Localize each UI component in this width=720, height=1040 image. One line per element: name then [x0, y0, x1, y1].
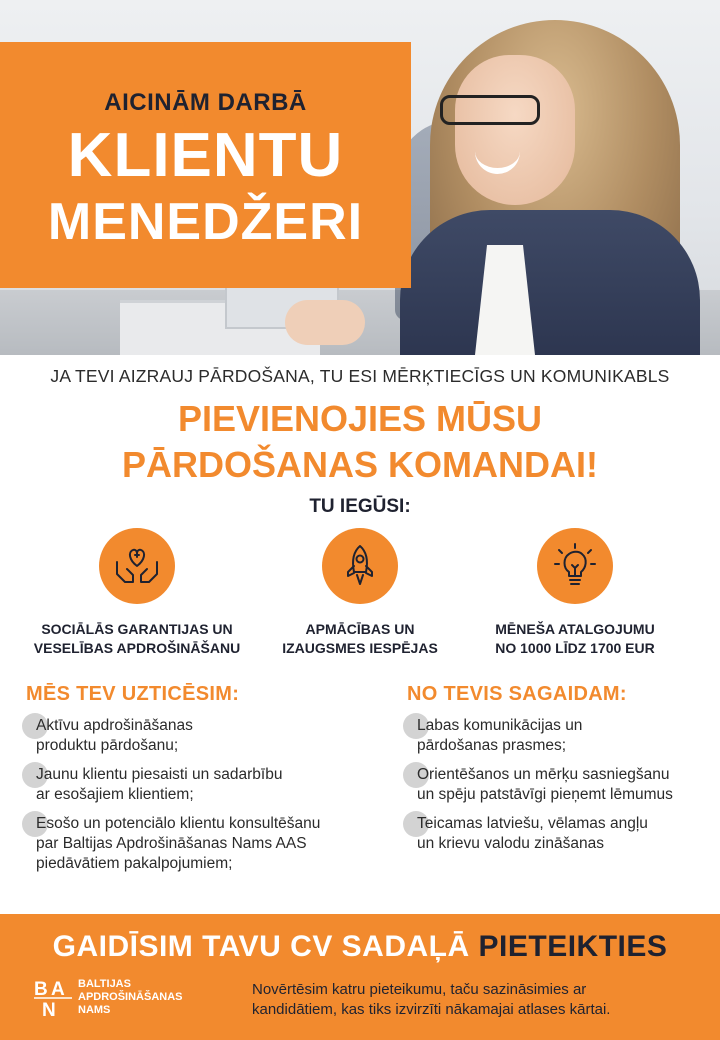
trust-item-3-line-1: Esošo un potenciālo klientu konsultēšanu [36, 815, 321, 832]
list-item [407, 765, 707, 805]
lightbulb-icon [537, 528, 613, 604]
benefit-growth-line-1: APMĀCĪBAS UN [305, 621, 415, 637]
list-item [26, 716, 356, 756]
trust-item-3-line-2: par Baltijas Apdrošināšanas Nams AAS [36, 835, 307, 852]
trust-item-2-line-1: Jaunu klientu piesaisti un sadarbību [36, 766, 283, 783]
logo-line-2: APDROŠINĀŠANAS [78, 991, 183, 1003]
list-item [407, 716, 707, 756]
footer-note-line-2: kandidātiem, kas tiks izvirzīti nākamajai atlases kārtai. [252, 1001, 611, 1018]
expect-item-3-line-2: un krievu valodu zināšanas [417, 835, 604, 852]
benefit-salary [455, 528, 695, 658]
benefit-salary-line-2: NO 1000 LĪDZ 1700 EUR [495, 640, 655, 656]
expect-item-2-line-2: un spēju patstāvīgi pieņemt lēmumus [417, 786, 673, 803]
benefits-title: TU IEGŪSI: [309, 496, 411, 517]
benefit-growth-line-2: IZAUGSMES IESPĒJAS [282, 640, 438, 656]
benefit-growth-text [240, 620, 480, 658]
benefit-insurance [17, 528, 257, 658]
svg-text:A: A [51, 979, 65, 1000]
benefit-salary-line-1: MĒNEŠA ATALGOJUMU [495, 621, 655, 637]
ban-logo-icon [32, 976, 74, 1018]
benefit-insurance-text [17, 620, 257, 658]
trust-item-2-line-2: ar esošajiem klientiem; [36, 786, 194, 803]
footer-note-line-1: Novērtēsim katru pieteikumu, taču sazināsimies ar [252, 981, 587, 998]
list-item [26, 765, 356, 805]
footer-title-main: GAIDĪSIM TAVU CV SADAĻĀ [52, 930, 479, 963]
expect-list [407, 716, 707, 854]
list-item [26, 814, 356, 874]
headline-line-2: PĀRDOŠANAS KOMANDAI! [122, 444, 598, 485]
woman-face [455, 55, 575, 205]
expect-item-1-line-2: pārdošanas prasmes; [417, 737, 567, 754]
benefit-growth [240, 528, 480, 658]
company-logo [32, 976, 202, 1020]
title-box [0, 42, 411, 288]
svg-text:B: B [34, 979, 48, 1000]
trust-item-1-line-2: produktu pārdošanu; [36, 737, 179, 754]
title-role-1: KLIENTU [67, 121, 344, 190]
trust-list [26, 716, 356, 874]
title-role-2: MENEDŽERI [47, 193, 364, 251]
title-invite: AICINĀM DARBĀ [104, 89, 307, 116]
list-item [407, 814, 707, 854]
glasses [440, 95, 540, 125]
benefit-salary-text [455, 620, 695, 658]
trust-item-1-line-1: Aktīvu apdrošināšanas [36, 717, 193, 734]
footer-title-apply[interactable]: PIETEIKTIES [478, 930, 668, 963]
expect-item-3-line-1: Teicamas latviešu, vēlamas angļu [417, 815, 648, 832]
benefit-insurance-line-1: SOCIĀLĀS GARANTIJAS UN [41, 621, 233, 637]
logo-text [78, 978, 183, 1017]
rocket-icon [322, 528, 398, 604]
logo-line-1: BALTIJAS [78, 978, 131, 990]
trust-item-3-line-3: piedāvātiem pakalpojumiem; [36, 855, 233, 872]
expect-section [407, 683, 707, 863]
headline-line-1: PIEVIENOJIES MŪSU [177, 398, 543, 439]
expect-item-1-line-1: Labas komunikācijas un [417, 717, 583, 734]
hand [285, 300, 365, 345]
footer-title [0, 930, 720, 964]
benefit-insurance-line-2: VESELĪBAS APDROŠINĀŠANU [33, 640, 241, 656]
intro-text: JA TEVI AIZRAUJ PĀRDOŠANA, TU ESI MĒRĶTIECĪGS UN KOMUNIKABLS [50, 366, 670, 386]
headline [0, 396, 720, 488]
footer-band [0, 914, 720, 1040]
expect-title: NO TEVIS SAGAIDAM: [407, 683, 627, 705]
trust-title: MĒS TEV UZTICĒSIM: [26, 683, 240, 705]
woman-jacket [400, 210, 700, 355]
expect-item-2-line-1: Orientēšanos un mērķu sasniegšanu [417, 766, 670, 783]
trust-section [26, 683, 356, 883]
hands-heart-icon [99, 528, 175, 604]
svg-text:N: N [42, 1000, 56, 1018]
logo-line-3: NAMS [78, 1004, 111, 1016]
footer-note [252, 980, 692, 1020]
